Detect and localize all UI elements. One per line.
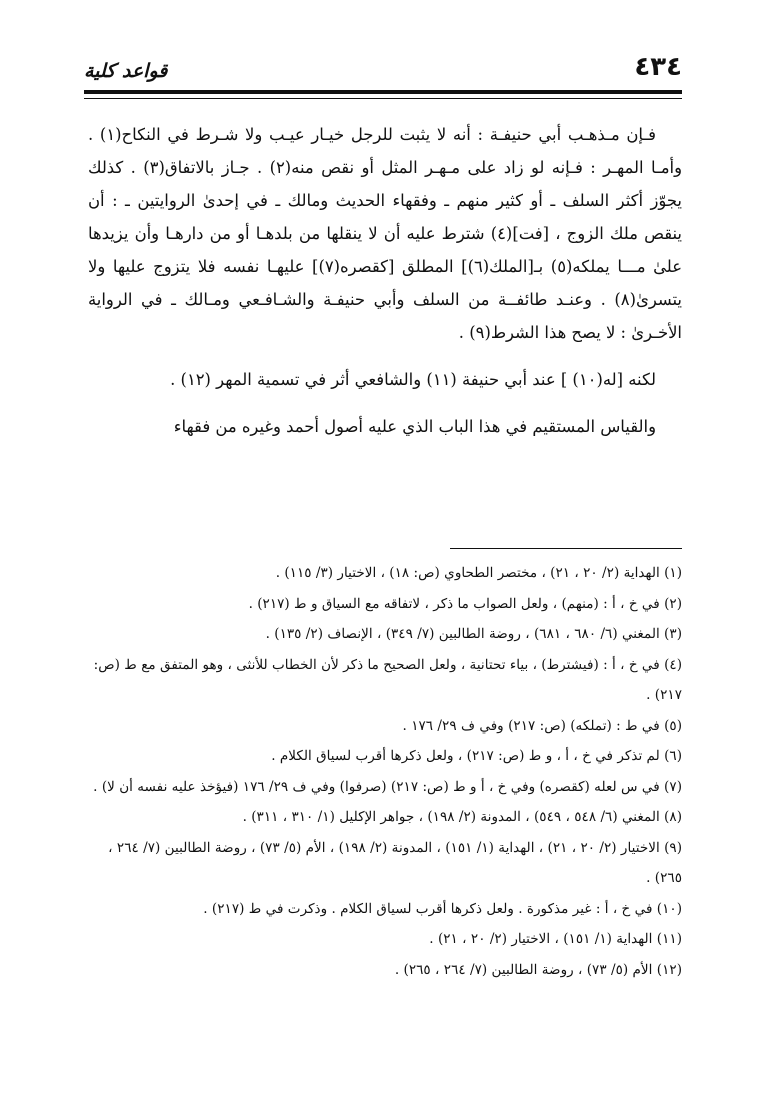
footnote-8: (٨) المغني (٦/ ٥٤٨ ، ٥٤٩) ، المدونة (٢/ ١٩٨) ، جواهر الإكليل (١/ ٣١٠ ، ٣١١) . — [242, 809, 682, 825]
footnote-9: (٩) الاختيار (٢/ ٢٠ ، ٢١) ، الهداية (١/ ١٥١) ، المدونة (٢/ ١٩٨) ، الأم (٥/ ٧٣) ، روضة الطالبين (٧/ ٢٦٤ ، ٢٦٥) . — [108, 839, 682, 886]
footnote-11: (١١) الهداية (١/ ١٥١) ، الاختيار (٢/ ٢٠ ، ٢١) . — [429, 931, 682, 947]
footnote-12: (١٢) الأم (٥/ ٧٣) ، روضة الطالبين (٧/ ٢٦٤ ، ٢٦٥) . — [394, 961, 682, 978]
footnote-7: (٧) في س لعله (كقصره) وفي خ ، أ و ط (ص: ٢١٧) (صرفوا) وفي ف ٢٩/ ١٧٦ (فيؤخذ عليه نفسه أن لا) . — [93, 778, 682, 795]
header-rule-thick — [84, 90, 682, 94]
footnote-5: (٥) في ط : (تملكه) (ص: ٢١٧) وفي ف ٢٩/ ١٧٦ . — [402, 717, 682, 734]
footnote-6: (٦) لم تذكر في خ ، أ ، و ط (ص: ٢١٧) ، ولعل ذكرها أقرب لسياق الكلام . — [271, 748, 682, 764]
page-number: ٤٣٤ — [634, 52, 682, 82]
main-text — [88, 118, 682, 443]
paragraph-3: والقياس المستقيم في هذا الباب الذي عليه أصول أحمد وغيره من فقهاء — [173, 417, 656, 436]
footnote-3: (٣) المغني (٦/ ٦٨٠ ، ٦٨١) ، روضة الطالبين (٧/ ٣٤٩) ، الإنصاف (٢/ ١٣٥) . — [265, 626, 682, 642]
footnotes — [92, 558, 682, 985]
page-header — [84, 52, 682, 86]
footnote-4: (٤) في خ ، أ : (فيشترط) ، بياء تحتانية ، ولعل الصحيح ما ذكر لأن الخطاب للأنثى ، وهو المتفق مع ط (ص: ٢١٧) . — [93, 656, 682, 703]
header-rule-thin — [84, 98, 682, 99]
footnote-2: (٢) في خ ، أ : (منهم) ، ولعل الصواب ما ذكر ، لاتفاقه مع السياق و ط (٢١٧) . — [248, 595, 682, 612]
paragraph-2: لكنه [له(١٠) ] عند أبي حنيفة (١١) والشافعي أثر في تسمية المهر (١٢) . — [170, 370, 656, 389]
footnote-separator — [450, 548, 682, 549]
footnote-10: (١٠) في خ ، أ : غير مذكورة . ولعل ذكرها أقرب لسياق الكلام . وذكرت في ط (٢١٧) . — [203, 900, 682, 917]
paragraph-1: فـإن مـذهـب أبي حنيفـة : أنه لا يثبت للرجل خيـار عيـب ولا شـرط في النكاح(١) . وأمـا المهـر : فـإنه لو زاد على مـهـر المثل أو نقص منه(٢) . جـاز بالاتفاق(٣) . كذلك يجوّز أكثر السلف ـ أو كثير منهم ـ وفقهاء الحديث ومالك ـ في إحدىٰ الروايتين ـ : أن ينقص ملك الزوج ، [فت](٤) شترط عليه أن لا ينقلها من بلدهـا أو من دارهـا وأن يزيدها علىٰ مـــا يملكه(٥) بـ[الملك(٦)] المطلق [كقصره(٧)] عليهـا نفسه فلا يتزوج عليها ولا يتسرىٰ(٨) . وعنـد طائفــة من السلف وأبي حنيفـة والشـافـعي ومـالك ـ في الرواية الأخـرىٰ : لا يصح هذا الشرط(٩) . — [88, 125, 682, 342]
book-title: قواعد كلية — [84, 60, 168, 82]
footnote-1: (١) الهداية (٢/ ٢٠ ، ٢١) ، مختصر الطحاوي (ص: ١٨) ، الاختيار (٣/ ١١٥) . — [275, 565, 682, 581]
